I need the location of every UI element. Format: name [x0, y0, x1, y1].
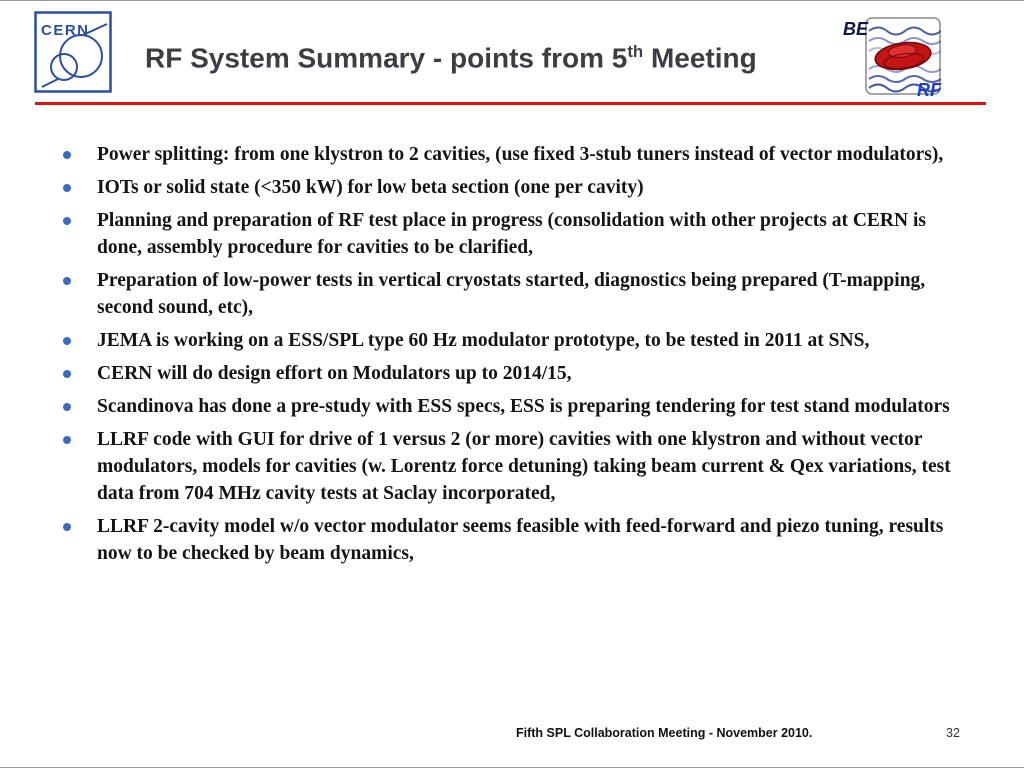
bullet-text: Planning and preparation of RF test place in progress (consolidation with other projects at CERN is done, assembly procedure for cavities to be clarified, — [97, 210, 926, 258]
bullet-text: CERN will do design effort on Modulators up to 2014/15, — [97, 363, 572, 384]
bullet-icon — [63, 523, 71, 531]
bullet-item — [63, 426, 956, 507]
bullet-item — [63, 360, 956, 387]
bullet-icon — [63, 370, 71, 378]
bullet-icon — [63, 403, 71, 411]
cern-logo — [34, 11, 112, 93]
be-rf-logo — [843, 13, 943, 101]
bullet-text: Scandinova has done a pre-study with ESS specs, ESS is preparing tendering for test stand modulators — [97, 396, 950, 417]
bullet-text: LLRF code with GUI for drive of 1 versus 2 (or more) cavities with one klystron and without vector modulators, models for cavities (w. Lorentz force detuning) taking beam current & Qex variations, test data from 704 MHz cavity tests at Saclay incorporated, — [97, 429, 951, 504]
cern-logo-text: CERN — [41, 22, 90, 39]
bullet-icon — [63, 151, 71, 159]
bullet-item — [63, 513, 956, 567]
bullet-item — [63, 141, 956, 168]
cern-logo-graphic — [34, 11, 112, 93]
bullet-item — [63, 327, 956, 354]
bullet-icon — [63, 337, 71, 345]
bullet-item — [63, 393, 956, 420]
title-suffix: Meeting — [643, 42, 757, 74]
bullet-item — [63, 267, 956, 321]
bullet-text: Power splitting: from one klystron to 2 cavities, (use fixed 3-stub tuners instead of vector modulators), — [97, 144, 944, 165]
bullet-text: LLRF 2-cavity model w/o vector modulator seems feasible with feed-forward and piezo tuning, results now to be checked by beam dynamics, — [97, 516, 944, 564]
footer-caption: Fifth SPL Collaboration Meeting - November 2010. — [516, 726, 813, 740]
bullet-icon — [63, 184, 71, 192]
title-prefix: RF System Summary - points from 5 — [145, 42, 628, 74]
bullet-text: Preparation of low-power tests in vertical cryostats started, diagnostics being prepared (T-mapping, second sound, etc), — [97, 270, 926, 318]
bullet-list — [63, 141, 956, 573]
bullet-item — [63, 174, 956, 201]
page-title — [145, 42, 757, 74]
bullet-text: IOTs or solid state (<350 kW) for low beta section (one per cavity) — [97, 177, 644, 198]
bullet-icon — [63, 217, 71, 225]
bullet-text: JEMA is working on a ESS/SPL type 60 Hz modulator prototype, to be tested in 2011 at SNS, — [97, 330, 870, 351]
rf-label: RF — [917, 80, 941, 100]
header-divider — [35, 102, 986, 105]
be-label: BE — [843, 19, 869, 39]
title-superscript: th — [627, 42, 644, 61]
bullet-item — [63, 207, 956, 261]
bullet-icon — [63, 277, 71, 285]
bullet-icon — [63, 436, 71, 444]
page-number: 32 — [946, 726, 960, 740]
